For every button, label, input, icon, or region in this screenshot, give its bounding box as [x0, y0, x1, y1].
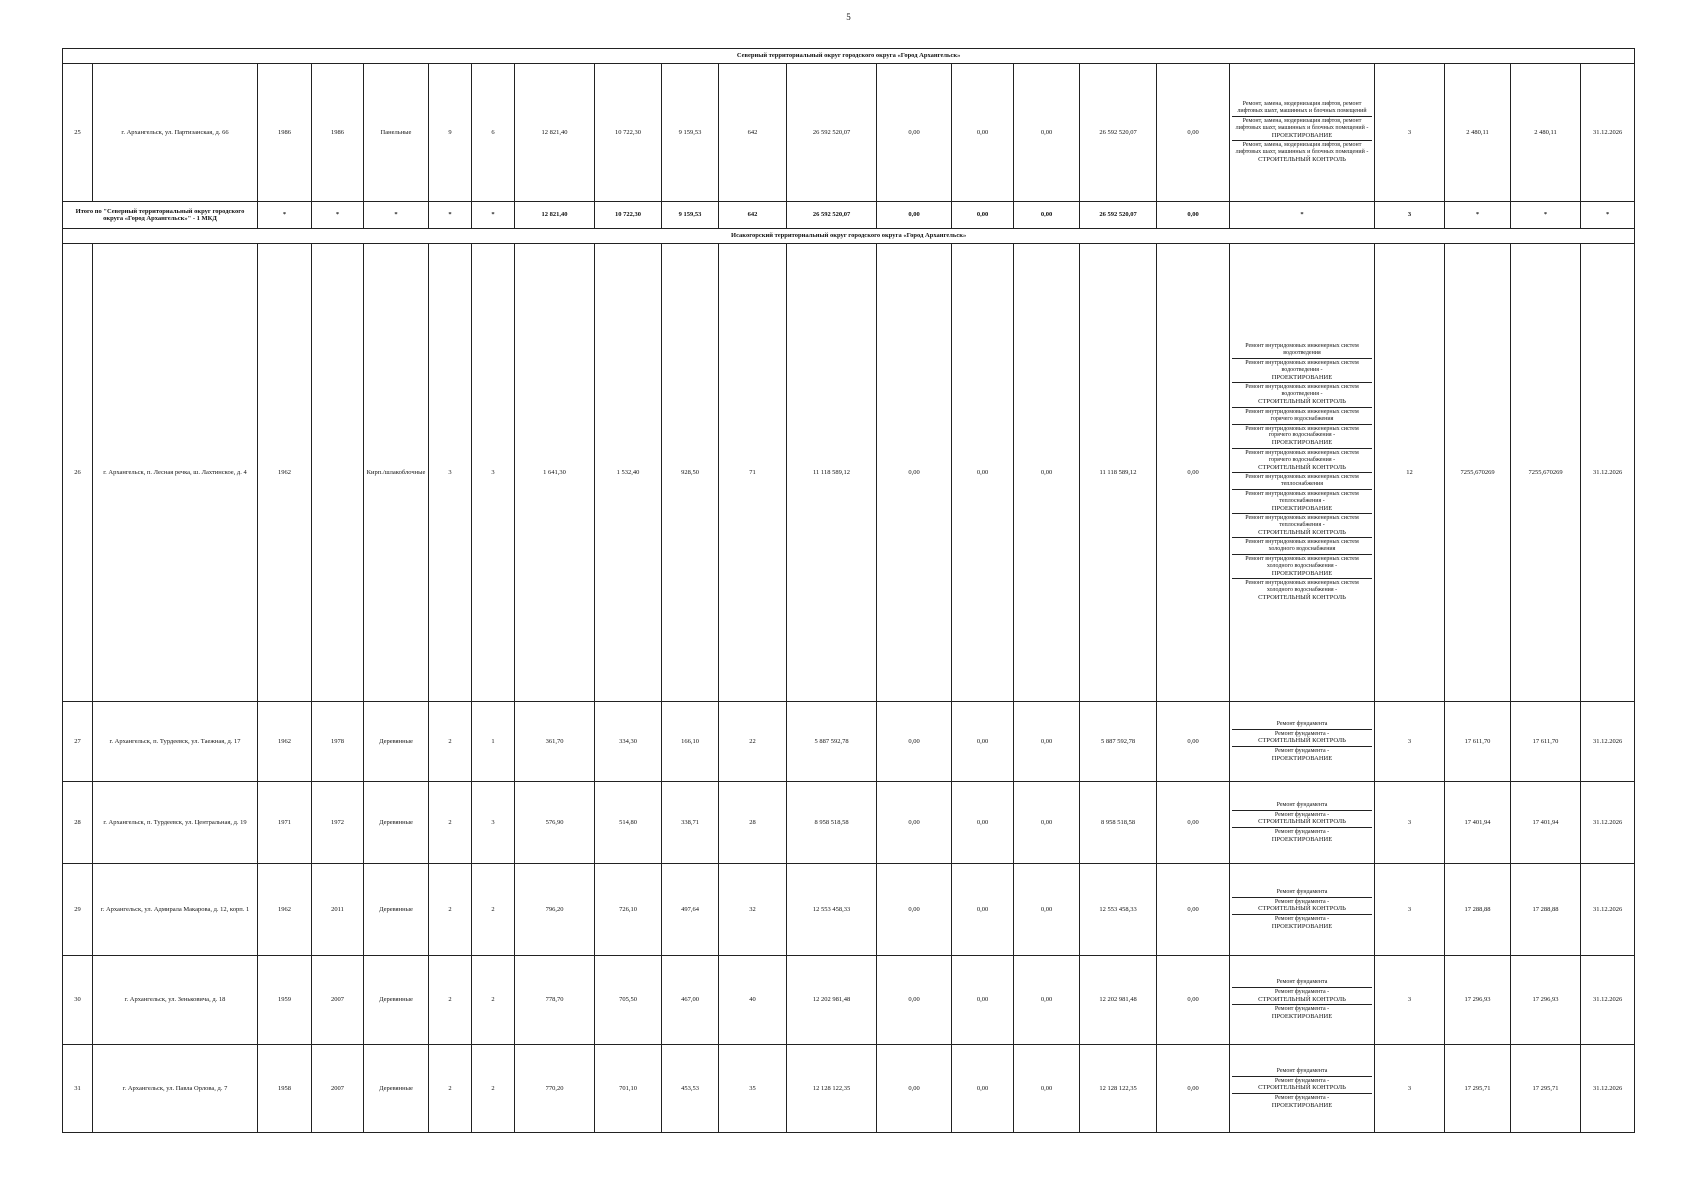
- row-number: 29: [63, 864, 93, 956]
- works-list: [1232, 801, 1372, 845]
- works-cell: [1230, 1045, 1375, 1133]
- work-item: Ремонт фундамента: [1232, 978, 1372, 988]
- cost-total-cell: 12 202 981,48: [787, 956, 877, 1045]
- area-total-cell: 778,70: [515, 956, 595, 1045]
- entrances-cell: 2: [472, 864, 515, 956]
- fund-local-cell: 0,00: [1014, 1045, 1080, 1133]
- wall-material-cell: Деревянные: [364, 702, 429, 782]
- wall-material-cell: Кирп./шлакоблочные: [364, 244, 429, 702]
- work-item: Ремонт внутридомовых инженерных систем теплоснабжения - СТРОИТЕЛЬНЫЙ КОНТРОЛЬ: [1232, 514, 1372, 538]
- total-star: *: [258, 202, 312, 229]
- area-total-cell: 1 641,30: [515, 244, 595, 702]
- year-repair-cell: 1978: [312, 702, 364, 782]
- fund-other-cell: 0,00: [1157, 702, 1230, 782]
- residents-cell: 22: [719, 702, 787, 782]
- work-item: Ремонт внутридомовых инженерных систем холодного водоснабжения - СТРОИТЕЛЬНЫЙ КОНТРОЛЬ: [1245, 580, 1359, 602]
- year-repair-cell: 2007: [312, 1045, 364, 1133]
- unit-cost-max-cell: 17 288,88: [1511, 864, 1581, 956]
- section-header-row: [63, 229, 1635, 244]
- entrances-cell: 3: [472, 244, 515, 702]
- row-number: 27: [63, 702, 93, 782]
- year-repair-cell: 2007: [312, 956, 364, 1045]
- fund-federal-cell: 0,00: [877, 64, 952, 202]
- wall-material-cell: Деревянные: [364, 782, 429, 864]
- work-item: Ремонт фундамента - СТРОИТЕЛЬНЫЙ КОНТРОЛЬ: [1232, 988, 1372, 1005]
- cost-total-cell: 5 887 592,78: [787, 702, 877, 782]
- work-item: Ремонт, замена, модернизация лифтов, ремонт лифтовых шахт, машинных и блочных помещений - ПРОЕКТИРОВАНИЕ: [1232, 117, 1372, 141]
- work-item: Ремонт фундамента - ПРОЕКТИРОВАНИЕ: [1271, 1094, 1333, 1109]
- fund-regional-cell: 0,00: [952, 864, 1014, 956]
- works-list: [1232, 888, 1372, 932]
- fund-regional-cell: 0,00: [952, 956, 1014, 1045]
- work-item: Ремонт фундамента: [1232, 888, 1372, 898]
- unit-cost-cell: 17 401,94: [1445, 782, 1511, 864]
- table-row: [63, 244, 1635, 702]
- work-count-cell: 3: [1375, 782, 1445, 864]
- total-area-total: 12 821,40: [515, 202, 595, 229]
- cost-total-cell: 11 118 589,12: [787, 244, 877, 702]
- entrances-cell: 1: [472, 702, 515, 782]
- section-title: Северный территориальный округ городского округа «Город Архангельск»: [63, 49, 1635, 64]
- total-residents: 642: [719, 202, 787, 229]
- unit-cost-cell: 17 288,88: [1445, 864, 1511, 956]
- fund-owners-cell: 11 118 589,12: [1080, 244, 1157, 702]
- year-repair-cell: [312, 244, 364, 702]
- total-star: *: [1511, 202, 1581, 229]
- work-item: Ремонт фундамента - СТРОИТЕЛЬНЫЙ КОНТРОЛЬ: [1232, 730, 1372, 747]
- table-row: [63, 702, 1635, 782]
- deadline-cell: 31.12.2026: [1581, 1045, 1635, 1133]
- work-item: Ремонт внутридомовых инженерных систем теплоснабжения - ПРОЕКТИРОВАНИЕ: [1232, 490, 1372, 514]
- fund-other-cell: 0,00: [1157, 244, 1230, 702]
- row-number: 31: [63, 1045, 93, 1133]
- residents-cell: 71: [719, 244, 787, 702]
- work-item: Ремонт внутридомовых инженерных систем водоотведения: [1232, 342, 1372, 359]
- year-built-cell: 1986: [258, 64, 312, 202]
- floors-cell: 2: [429, 702, 472, 782]
- works-cell: [1230, 782, 1375, 864]
- works-cell: [1230, 64, 1375, 202]
- unit-cost-max-cell: 17 295,71: [1511, 1045, 1581, 1133]
- total-label: Итого по "Северный территориальный округ городского округа «Город Архангельск»" - 1 МКД: [63, 202, 258, 229]
- fund-regional-cell: 0,00: [952, 64, 1014, 202]
- total-star: *: [364, 202, 429, 229]
- total-work-count: 3: [1375, 202, 1445, 229]
- fund-owners-cell: 5 887 592,78: [1080, 702, 1157, 782]
- total-cost: 26 592 520,07: [787, 202, 877, 229]
- fund-local-cell: 0,00: [1014, 244, 1080, 702]
- unit-cost-cell: 2 480,11: [1445, 64, 1511, 202]
- fund-regional-cell: 0,00: [952, 702, 1014, 782]
- entrances-cell: 2: [472, 1045, 515, 1133]
- deadline-cell: 31.12.2026: [1581, 782, 1635, 864]
- work-item: Ремонт фундамента - СТРОИТЕЛЬНЫЙ КОНТРОЛЬ: [1232, 811, 1372, 828]
- year-built-cell: 1962: [258, 702, 312, 782]
- unit-cost-max-cell: 17 296,93: [1511, 956, 1581, 1045]
- work-item: Ремонт, замена, модернизация лифтов, ремонт лифтовых шахт, машинных и блочных помещений: [1232, 100, 1372, 117]
- area-total-cell: 12 821,40: [515, 64, 595, 202]
- fund-federal-cell: 0,00: [877, 244, 952, 702]
- work-item: Ремонт, замена, модернизация лифтов, ремонт лифтовых шахт, машинных и блочных помещений - СТРОИТЕЛЬНЫЙ КОНТРОЛЬ: [1235, 142, 1369, 164]
- row-number: 30: [63, 956, 93, 1045]
- works-cell: [1230, 702, 1375, 782]
- work-item: Ремонт внутридомовых инженерных систем водоотведения - СТРОИТЕЛЬНЫЙ КОНТРОЛЬ: [1232, 383, 1372, 407]
- entrances-cell: 3: [472, 782, 515, 864]
- deadline-cell: 31.12.2026: [1581, 244, 1635, 702]
- total-star: *: [429, 202, 472, 229]
- total-fund-regional: 0,00: [952, 202, 1014, 229]
- row-number: 26: [63, 244, 93, 702]
- residents-cell: 35: [719, 1045, 787, 1133]
- works-cell: [1230, 956, 1375, 1045]
- residents-cell: 28: [719, 782, 787, 864]
- unit-cost-max-cell: 17 401,94: [1511, 782, 1581, 864]
- cost-total-cell: 12 553 458,33: [787, 864, 877, 956]
- year-repair-cell: 2011: [312, 864, 364, 956]
- wall-material-cell: Деревянные: [364, 864, 429, 956]
- residents-cell: 32: [719, 864, 787, 956]
- address-cell: г. Архангельск, ул. Адмирала Макарова, д. 12, корп. 1: [93, 864, 258, 956]
- address-cell: г. Архангельск, п. Турдеевск, ул. Центральная, д. 19: [93, 782, 258, 864]
- floors-cell: 9: [429, 64, 472, 202]
- fund-local-cell: 0,00: [1014, 64, 1080, 202]
- cost-total-cell: 12 128 122,35: [787, 1045, 877, 1133]
- floors-cell: 2: [429, 782, 472, 864]
- fund-federal-cell: 0,00: [877, 702, 952, 782]
- fund-federal-cell: 0,00: [877, 864, 952, 956]
- area-premises-cell: 1 532,40: [595, 244, 662, 702]
- total-fund-federal: 0,00: [877, 202, 952, 229]
- work-item: Ремонт фундамента: [1232, 801, 1372, 811]
- fund-regional-cell: 0,00: [952, 244, 1014, 702]
- cost-total-cell: 26 592 520,07: [787, 64, 877, 202]
- area-residential-cell: 497,64: [662, 864, 719, 956]
- work-item: Ремонт внутридомовых инженерных систем холодного водоснабжения: [1232, 538, 1372, 555]
- works-list: [1232, 342, 1372, 602]
- work-item: Ремонт внутридомовых инженерных систем теплоснабжения: [1232, 473, 1372, 490]
- area-residential-cell: 467,00: [662, 956, 719, 1045]
- area-residential-cell: 9 159,53: [662, 64, 719, 202]
- fund-regional-cell: 0,00: [952, 782, 1014, 864]
- floors-cell: 3: [429, 244, 472, 702]
- area-premises-cell: 334,30: [595, 702, 662, 782]
- fund-regional-cell: 0,00: [952, 1045, 1014, 1133]
- total-star: *: [312, 202, 364, 229]
- total-star: *: [1230, 202, 1375, 229]
- fund-local-cell: 0,00: [1014, 702, 1080, 782]
- fund-owners-cell: 12 128 122,35: [1080, 1045, 1157, 1133]
- fund-federal-cell: 0,00: [877, 956, 952, 1045]
- year-built-cell: 1958: [258, 1045, 312, 1133]
- total-area-premises: 10 722,30: [595, 202, 662, 229]
- entrances-cell: 6: [472, 64, 515, 202]
- area-total-cell: 576,90: [515, 782, 595, 864]
- works-list: [1232, 720, 1372, 764]
- section-title: Исакогорский территориальный округ городского округа «Город Архангельск»: [63, 229, 1635, 244]
- fund-owners-cell: 12 202 981,48: [1080, 956, 1157, 1045]
- works-cell: [1230, 864, 1375, 956]
- year-repair-cell: 1986: [312, 64, 364, 202]
- area-premises-cell: 705,50: [595, 956, 662, 1045]
- page-number: 5: [846, 12, 851, 22]
- area-residential-cell: 453,53: [662, 1045, 719, 1133]
- work-item: Ремонт внутридомовых инженерных систем горячего водоснабжения: [1232, 408, 1372, 425]
- area-premises-cell: 10 722,30: [595, 64, 662, 202]
- area-total-cell: 796,20: [515, 864, 595, 956]
- fund-local-cell: 0,00: [1014, 864, 1080, 956]
- works-cell: [1230, 244, 1375, 702]
- floors-cell: 2: [429, 1045, 472, 1133]
- address-cell: г. Архангельск, ул. Партизанская, д. 66: [93, 64, 258, 202]
- work-count-cell: 3: [1375, 956, 1445, 1045]
- fund-owners-cell: 8 958 518,58: [1080, 782, 1157, 864]
- row-number: 25: [63, 64, 93, 202]
- works-list: [1232, 100, 1372, 164]
- total-fund-owners: 26 592 520,07: [1080, 202, 1157, 229]
- unit-cost-cell: 17 295,71: [1445, 1045, 1511, 1133]
- table-row: [63, 864, 1635, 956]
- work-item: Ремонт фундамента - ПРОЕКТИРОВАНИЕ: [1271, 915, 1333, 930]
- work-item: Ремонт внутридомовых инженерных систем горячего водоснабжения - СТРОИТЕЛЬНЫЙ КОНТРОЛЬ: [1232, 449, 1372, 473]
- work-item: Ремонт фундамента - ПРОЕКТИРОВАНИЕ: [1271, 828, 1333, 843]
- fund-other-cell: 0,00: [1157, 1045, 1230, 1133]
- fund-federal-cell: 0,00: [877, 1045, 952, 1133]
- table-row: [63, 64, 1635, 202]
- deadline-cell: 31.12.2026: [1581, 64, 1635, 202]
- address-cell: г. Архангельск, ул. Зеньковича, д. 18: [93, 956, 258, 1045]
- deadline-cell: 31.12.2026: [1581, 956, 1635, 1045]
- unit-cost-max-cell: 17 611,70: [1511, 702, 1581, 782]
- total-fund-other: 0,00: [1157, 202, 1230, 229]
- unit-cost-max-cell: 7255,670269: [1511, 244, 1581, 702]
- area-premises-cell: 514,80: [595, 782, 662, 864]
- work-count-cell: 3: [1375, 1045, 1445, 1133]
- table-row: [63, 1045, 1635, 1133]
- work-item: Ремонт фундамента - ПРОЕКТИРОВАНИЕ: [1271, 1006, 1333, 1021]
- works-list: [1232, 978, 1372, 1022]
- work-item: Ремонт фундамента: [1232, 1067, 1372, 1077]
- year-built-cell: 1962: [258, 244, 312, 702]
- area-total-cell: 361,70: [515, 702, 595, 782]
- fund-other-cell: 0,00: [1157, 782, 1230, 864]
- fund-other-cell: 0,00: [1157, 864, 1230, 956]
- year-built-cell: 1959: [258, 956, 312, 1045]
- work-item: Ремонт фундамента: [1232, 720, 1372, 730]
- work-item: Ремонт фундамента - СТРОИТЕЛЬНЫЙ КОНТРОЛЬ: [1232, 1077, 1372, 1094]
- work-item: Ремонт внутридомовых инженерных систем водоотведения - ПРОЕКТИРОВАНИЕ: [1232, 359, 1372, 383]
- area-premises-cell: 701,10: [595, 1045, 662, 1133]
- work-count-cell: 12: [1375, 244, 1445, 702]
- area-residential-cell: 338,71: [662, 782, 719, 864]
- unit-cost-cell: 17 296,93: [1445, 956, 1511, 1045]
- floors-cell: 2: [429, 864, 472, 956]
- address-cell: г. Архангельск, ул. Павла Орлова, д. 7: [93, 1045, 258, 1133]
- work-count-cell: 3: [1375, 64, 1445, 202]
- floors-cell: 2: [429, 956, 472, 1045]
- section-header-row: [63, 49, 1635, 64]
- table-row: [63, 956, 1635, 1045]
- residents-cell: 642: [719, 64, 787, 202]
- area-residential-cell: 166,10: [662, 702, 719, 782]
- work-count-cell: 3: [1375, 702, 1445, 782]
- total-star: *: [472, 202, 515, 229]
- area-total-cell: 770,20: [515, 1045, 595, 1133]
- works-list: [1232, 1067, 1372, 1111]
- total-star: *: [1445, 202, 1511, 229]
- wall-material-cell: Деревянные: [364, 956, 429, 1045]
- fund-owners-cell: 12 553 458,33: [1080, 864, 1157, 956]
- fund-local-cell: 0,00: [1014, 782, 1080, 864]
- work-count-cell: 3: [1375, 864, 1445, 956]
- address-cell: г. Архангельск, п. Лесная речка, ш. Лахтинское, д. 4: [93, 244, 258, 702]
- fund-other-cell: 0,00: [1157, 64, 1230, 202]
- address-cell: г. Архангельск, п. Турдеевск, ул. Таежная, д. 17: [93, 702, 258, 782]
- year-built-cell: 1962: [258, 864, 312, 956]
- deadline-cell: 31.12.2026: [1581, 702, 1635, 782]
- work-item: Ремонт внутридомовых инженерных систем горячего водоснабжения - ПРОЕКТИРОВАНИЕ: [1232, 425, 1372, 449]
- work-item: Ремонт внутридомовых инженерных систем холодного водоснабжения - ПРОЕКТИРОВАНИЕ: [1232, 555, 1372, 579]
- residents-cell: 40: [719, 956, 787, 1045]
- entrances-cell: 2: [472, 956, 515, 1045]
- year-repair-cell: 1972: [312, 782, 364, 864]
- deadline-cell: 31.12.2026: [1581, 864, 1635, 956]
- row-number: 28: [63, 782, 93, 864]
- year-built-cell: 1971: [258, 782, 312, 864]
- unit-cost-cell: 7255,670269: [1445, 244, 1511, 702]
- total-row: [63, 202, 1635, 229]
- wall-material-cell: Деревянные: [364, 1045, 429, 1133]
- fund-owners-cell: 26 592 520,07: [1080, 64, 1157, 202]
- fund-other-cell: 0,00: [1157, 956, 1230, 1045]
- unit-cost-max-cell: 2 480,11: [1511, 64, 1581, 202]
- total-fund-local: 0,00: [1014, 202, 1080, 229]
- unit-cost-cell: 17 611,70: [1445, 702, 1511, 782]
- total-star: *: [1581, 202, 1635, 229]
- work-item: Ремонт фундамента - СТРОИТЕЛЬНЫЙ КОНТРОЛЬ: [1232, 898, 1372, 915]
- wall-material-cell: Панельные: [364, 64, 429, 202]
- total-area-residential: 9 159,53: [662, 202, 719, 229]
- area-residential-cell: 928,50: [662, 244, 719, 702]
- table-row: [63, 782, 1635, 864]
- cost-total-cell: 8 958 518,58: [787, 782, 877, 864]
- repair-program-table: [62, 48, 1635, 1133]
- fund-local-cell: 0,00: [1014, 956, 1080, 1045]
- fund-federal-cell: 0,00: [877, 782, 952, 864]
- area-premises-cell: 726,10: [595, 864, 662, 956]
- work-item: Ремонт фундамента - ПРОЕКТИРОВАНИЕ: [1271, 747, 1333, 762]
